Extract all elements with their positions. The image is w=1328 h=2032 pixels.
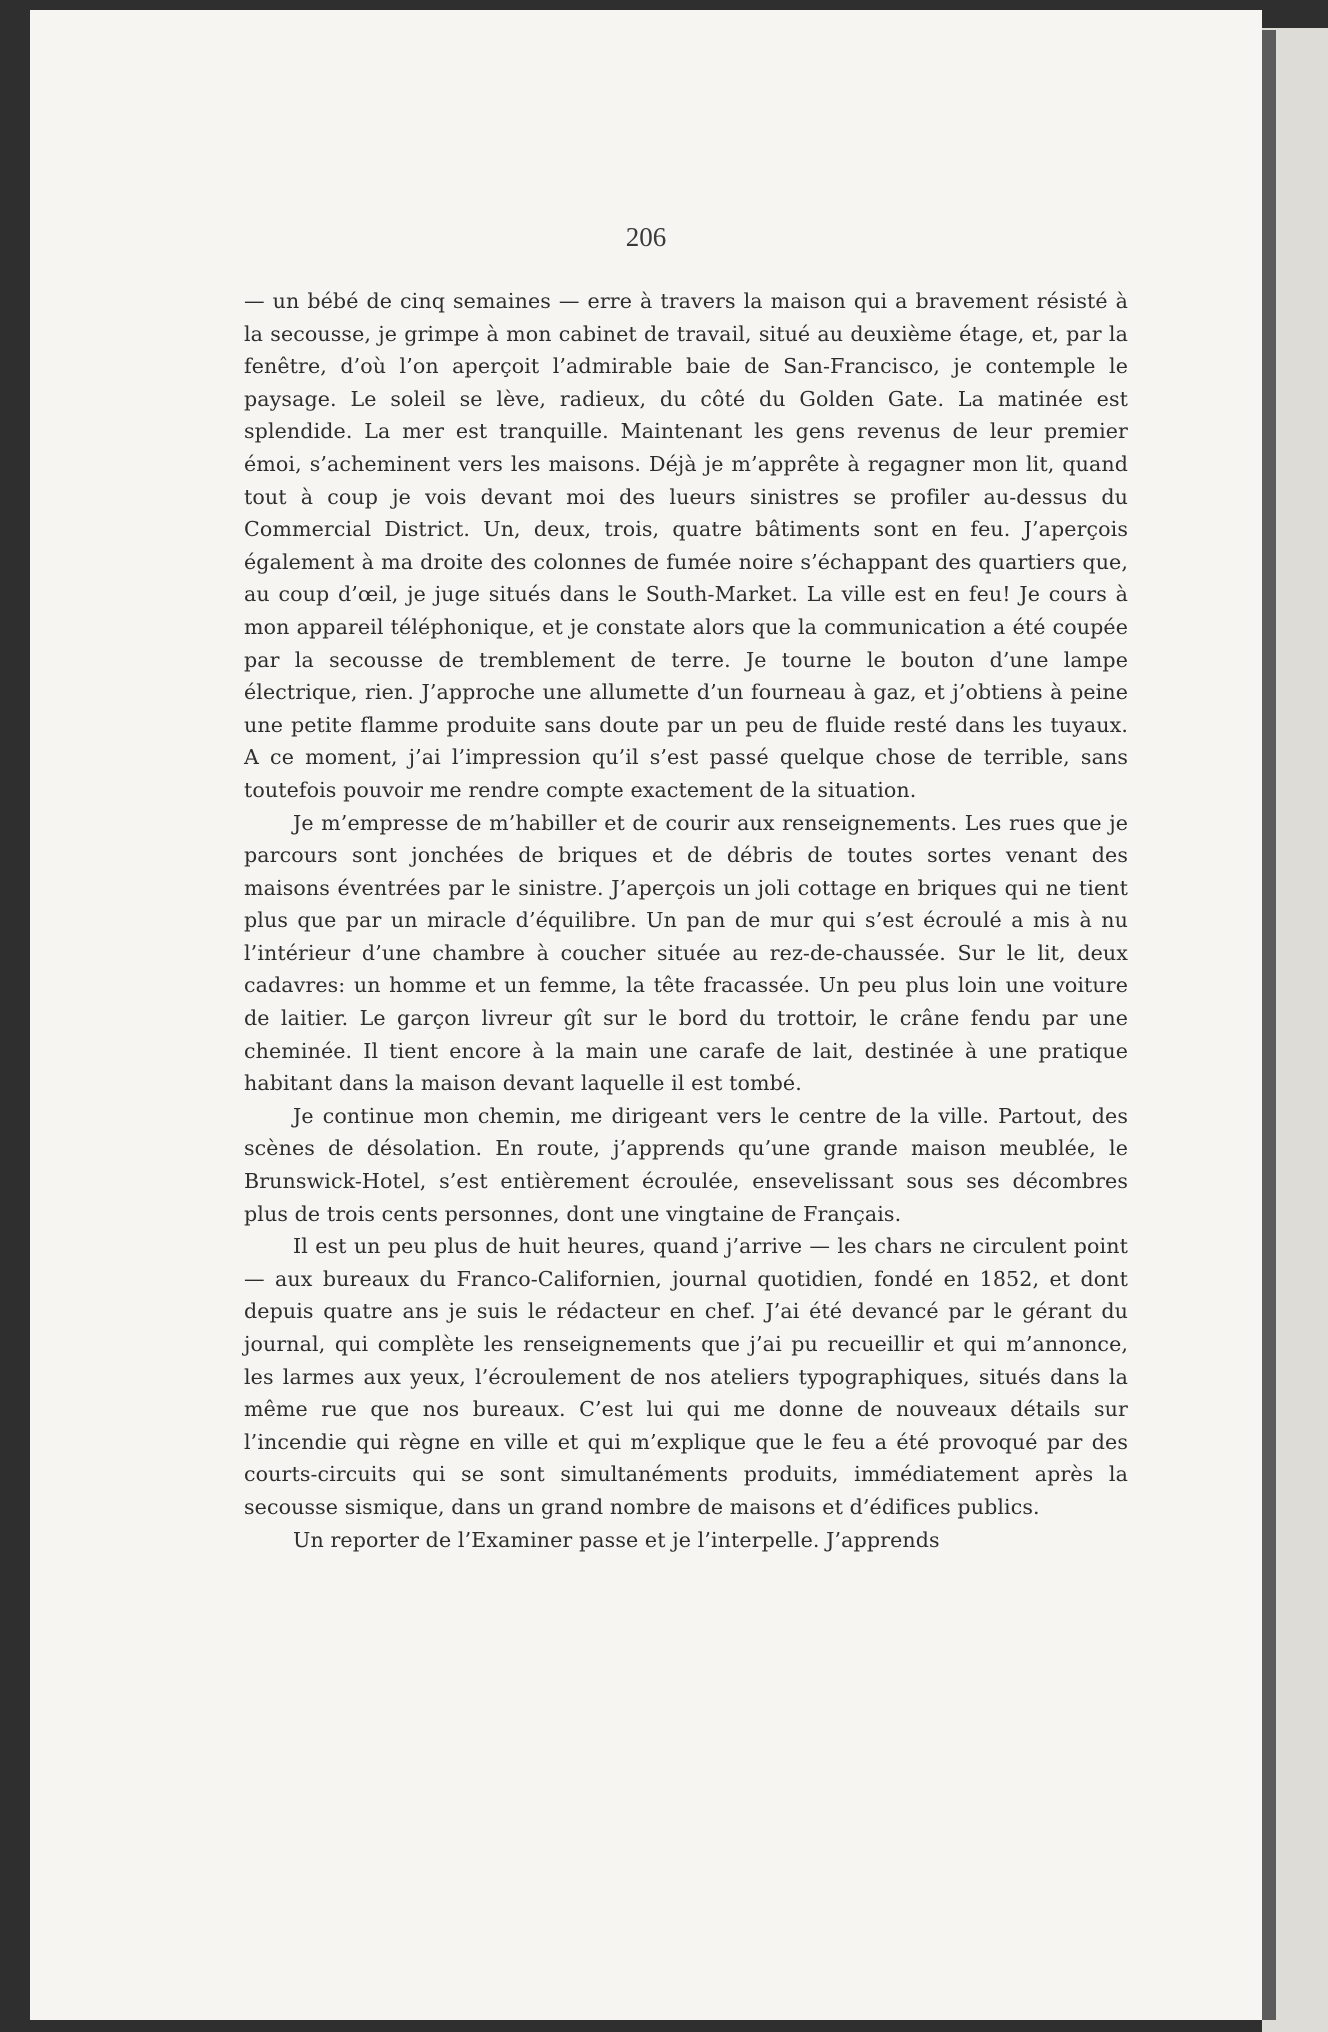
paragraph: Il est un peu plus de huit heures, quand j’arrive — les chars ne circulent point — aux bureaux du Franco-Californien, journal quotidien, fondé en 1852, et dont depuis quatre ans je suis le rédacteur en chef. J’ai été devancé par le gérant du journal, qui complète les renseignements que j’ai pu recueillir et qui m’annonce, les larmes aux yeux, l’écroulement de nos ateliers typographiques, situés dans la même rue que nos bureaux. C’est lui qui me donne de nouveaux détails sur l’incendie qui règne en ville et qui m’explique que le feu a été provoqué par des courts-circuits qui se sont simultanéments produits, immédiatement après la secousse sismique, dans un grand nombre de maisons et d’édifices publics. [244,1234,1128,1519]
page-number: 206 [625,222,667,252]
paragraph: Je m’empresse de m’habiller et de courir aux renseignements. Les rues que je parcours sont jonchées de briques et de débris de toutes sortes venant des maisons éventrées par le sinistre. J’aperçois un joli cottage en briques qui ne tient plus que par un miracle d’équilibre. Un pan de mur qui s’est écroulé a mis à nu l’intérieur d’une chambre à coucher située au rez-de-chaussée. Sur le lit, deux cadavres: un homme et un femme, la tête fracassée. Un peu plus loin une voiture de laitier. Le garçon livreur gît sur le bord du trottoir, le crâne fendu par une cheminée. Il tient encore à la main une carafe de lait, destinée à une pratique habitant dans la maison devant laquelle il est tombé. [244,810,1128,1096]
book-page [30,10,1262,2020]
paragraph: Un reporter de l’Examiner passe et je l’interpelle. J’apprends [293,1527,940,1552]
paragraph: — un bébé de cinq semaines — erre à travers la maison qui a bravement résisté à la secousse, je grimpe à mon cabinet de travail, situé au deuxième étage, et, par la fenêtre, d’où l’on aperçoit l’admirable baie de San-Francisco, je contemple le paysage. Le soleil se lève, radieux, du côté du Golden Gate. La matinée est splendide. La mer est tranquille. Maintenant les gens revenus de leur premier émoi, s’acheminent vers les maisons. Déjà je m’apprête à regagner mon lit, quand tout à coup je vois devant moi des lueurs sinistres se profiler au-dessus du Commercial District. Un, deux, trois, quatre bâtiments sont en feu. J’aperçois également à ma droite des colonnes de fumée noire s’échappant des quartiers que, au coup d’œil, je juge situés dans le South-Market. La ville est en feu! Je cours à mon appareil téléphonique, et je constate alors que la communication a été coupée par la secousse de tremblement de terre. Je tourne le bouton d’une lampe électrique, rien. J’approche une allumette d’un fourneau à gaz, et j’obtiens à peine une petite flamme produite sans doute par un peu de fluide resté dans les tuyaux. A ce moment, j’ai l’impression qu’il s’est passé quelque chose de terrible, sans toutefois pouvoir me rendre compte exactement de la situation. [244,289,1128,802]
paragraph: Je continue mon chemin, me dirigeant vers le centre de la ville. Partout, des scènes de désolation. En route, j’apprends qu’une grande maison meublée, le Brunswick-Hotel, s’est entièrement écroulée, ensevelissant sous ses décombres plus de trois cents personnes, dont une vingtaine de Français. [244,1103,1128,1226]
binding-shadow [1262,30,1276,2020]
body-text [244,285,1128,1556]
